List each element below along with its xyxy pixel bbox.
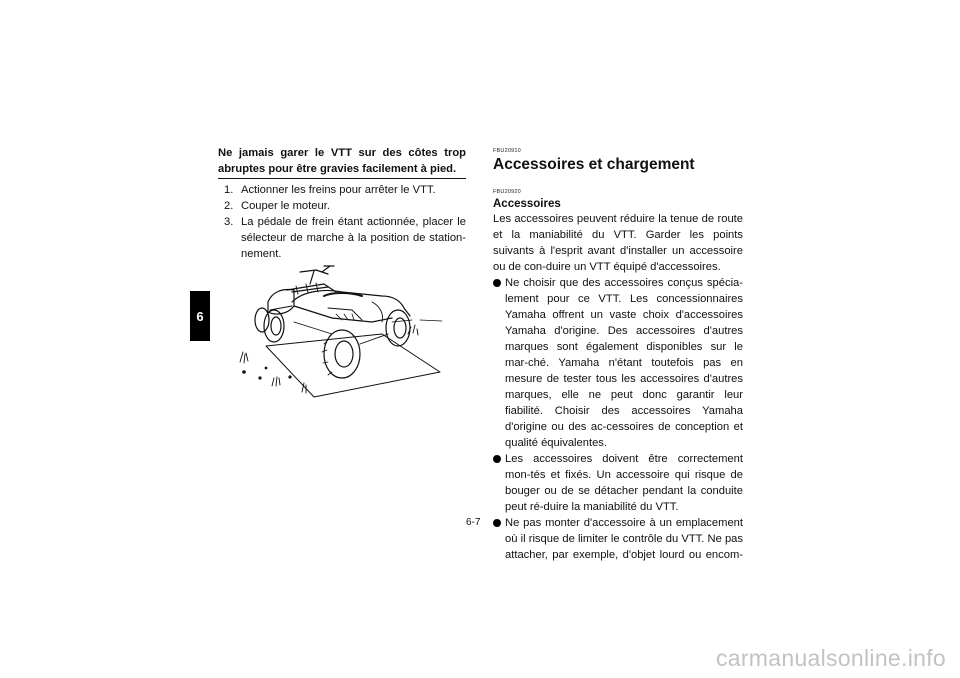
bullet-dot-icon	[493, 519, 501, 527]
bullet-item: Ne pas monter d'accessoire à un emplacement où il risque de limiter le contrôle du VTT. Ne pas attacher, par exemple, d'objet lourd ou encom-	[493, 515, 743, 563]
bullet-dot-icon	[493, 279, 501, 287]
chapter-tab: 6	[190, 291, 210, 341]
accessory-bullets	[493, 275, 743, 563]
bullet-item: Ne choisir que des accessoires conçus spécia-lement pour ce VTT. Les concessionnaires Yamaha offrent un vaste choix d'accessoires Yamaha d'origine. Des accessoires d'autres marques sont également disponibles sur le mar-ché. Yamaha n'étant toutefois pas en mesure de tester tous les accessoires d'autres marques, elle ne peut donc garantir leur fiabilité. Choisir des accessoires Yamaha d'origine ou des ac-cessoires de conception et qualité équivalentes.	[493, 275, 743, 451]
subsection-title: Accessoires	[493, 198, 561, 210]
page-number: 6-7	[466, 517, 481, 528]
subsection-code: FBU20920	[493, 189, 521, 195]
warning-text: Ne jamais garer le VTT sur des côtes trop abruptes pour être gravies facilement à pied.	[218, 147, 466, 175]
section-code: FBU20910	[493, 148, 521, 154]
step-item: 2. Couper le moteur.	[224, 200, 330, 212]
bullet-item: Les accessoires doivent être correctement mon-tés et fixés. Un accessoire qui risque de bouger ou de se détacher pendant la conduite peut ré-duire la maniabilité du VTT.	[493, 451, 743, 515]
warning-rule	[218, 178, 466, 179]
bullet-dot-icon	[493, 455, 501, 463]
right-column	[493, 148, 743, 563]
procedure-steps	[218, 182, 466, 262]
intro-paragraph: Les accessoires peuvent réduire la tenue de route et la maniabilité du VTT. Garder les points suivants à l'esprit avant d'installer un accessoire ou de con-duire un VTT équipé d'accessoires.	[493, 213, 743, 273]
section-title: Accessoires et chargement	[493, 156, 695, 173]
atv-parked-illustration	[232, 262, 452, 400]
watermark: carmanualsonline.info	[715, 645, 946, 671]
step-item: 1. Actionner les freins pour arrêter le VTT.	[224, 184, 436, 196]
left-column	[218, 145, 466, 262]
step-item: 3. La pédale de frein étant actionnée, placer le sélecteur de marche à la position de station-nement.	[224, 216, 466, 260]
